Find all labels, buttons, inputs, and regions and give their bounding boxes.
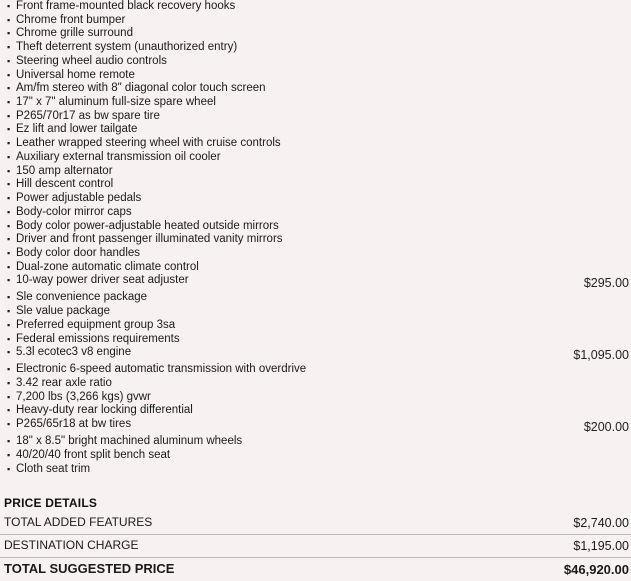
feature-label: Leather wrapped steering wheel with cruise controls: [16, 137, 281, 150]
bullet-icon: ▪: [7, 165, 11, 176]
feature-item: [0, 110, 631, 124]
feature-label: Body color power-adjustable heated outside mirrors: [16, 219, 279, 232]
destination-charge-row: [0, 538, 631, 558]
feature-label: Am/fm stereo with 8" diagonal color touch screen: [16, 82, 266, 95]
bullet-icon: ▪: [7, 110, 11, 121]
feature-label: Sle value package: [16, 305, 110, 318]
feature-item: [0, 291, 631, 305]
destination-charge-value: $1,195.00: [573, 539, 629, 553]
bullet-icon: ▪: [7, 220, 11, 231]
destination-charge-label: DESTINATION CHARGE: [4, 538, 139, 552]
feature-item: [0, 27, 631, 41]
feature-item: [0, 206, 631, 220]
feature-label: Theft deterrent system (unauthorized entry): [16, 41, 238, 54]
bullet-icon: ▪: [7, 179, 11, 190]
feature-label: P265/65r18 at bw tires: [16, 418, 132, 431]
divider: [0, 557, 631, 558]
bullet-icon: ▪: [7, 42, 11, 53]
bullet-icon: ▪: [7, 419, 11, 430]
feature-item: [0, 14, 631, 28]
feature-label: Hill descent control: [16, 178, 114, 191]
bullet-icon: ▪: [7, 69, 11, 80]
feature-label: Dual-zone automatic climate control: [16, 260, 199, 273]
feature-label: Cloth seat trim: [16, 462, 91, 475]
feature-label: Steering wheel audio controls: [16, 54, 167, 67]
feature-label: 5.3l ecotec3 v8 engine: [16, 346, 132, 359]
bullet-icon: ▪: [7, 391, 11, 402]
feature-item: [0, 305, 631, 319]
feature-label: Front frame-mounted black recovery hooks: [16, 0, 236, 12]
bullet-icon: ▪: [7, 234, 11, 245]
feature-item: [0, 449, 631, 463]
bullet-icon: ▪: [7, 463, 11, 474]
feature-label: Power adjustable pedals: [16, 192, 142, 205]
feature-item: [0, 418, 631, 435]
bullet-icon: ▪: [7, 83, 11, 94]
feature-label: 10-way power driver seat adjuster: [16, 274, 189, 287]
feature-item: [0, 151, 631, 165]
bullet-icon: ▪: [7, 319, 11, 330]
bullet-icon: ▪: [7, 261, 11, 272]
feature-label: Chrome front bumper: [16, 13, 126, 26]
feature-item: [0, 363, 631, 377]
total-suggested-price-row: [0, 561, 631, 581]
feature-label: 7,200 lbs (3,266 kgs) gvwr: [16, 390, 151, 403]
divider: [0, 534, 631, 535]
bullet-icon: ▪: [7, 333, 11, 344]
feature-label: Auxiliary external transmission oil cooler: [16, 150, 221, 163]
feature-label: 150 amp alternator: [16, 164, 113, 177]
bullet-icon: ▪: [7, 347, 11, 358]
total-suggested-price-value: $46,920.00: [563, 562, 629, 577]
feature-label: Chrome grille surround: [16, 27, 133, 40]
feature-item: [0, 69, 631, 83]
price-details-heading: PRICE DETAILS: [4, 496, 98, 510]
bullet-icon: ▪: [7, 206, 11, 217]
feature-label: Universal home remote: [16, 68, 135, 81]
feature-label: 18" x 8.5" bright machined aluminum wheels: [16, 435, 243, 448]
feature-label: 3.42 rear axle ratio: [16, 376, 112, 389]
bullet-icon: ▪: [7, 28, 11, 39]
bullet-icon: ▪: [7, 364, 11, 375]
feature-item: [0, 233, 631, 247]
feature-price: $295.00: [583, 276, 629, 291]
feature-item: [0, 137, 631, 151]
feature-label: 40/20/40 front split bench seat: [16, 448, 171, 461]
feature-price: $1,095.00: [573, 348, 629, 363]
feature-item: [0, 123, 631, 137]
feature-item: [0, 377, 631, 391]
feature-label: 17" x 7" aluminum full-size spare wheel: [16, 96, 216, 109]
feature-label: Body color door handles: [16, 246, 141, 259]
bullet-icon: ▪: [7, 306, 11, 317]
feature-item: [0, 41, 631, 55]
total-suggested-price-label: TOTAL SUGGESTED PRICE: [4, 561, 175, 576]
feature-item: [0, 178, 631, 192]
feature-label: Sle convenience package: [16, 291, 148, 304]
feature-item: [0, 333, 631, 347]
feature-item: [0, 0, 631, 14]
bullet-icon: ▪: [7, 14, 11, 25]
bullet-icon: ▪: [7, 55, 11, 66]
feature-item: [0, 96, 631, 110]
feature-label: Preferred equipment group 3sa: [16, 318, 176, 331]
total-added-features-value: $2,740.00: [573, 516, 629, 530]
feature-price: $200.00: [583, 420, 629, 435]
feature-item: [0, 391, 631, 405]
feature-item: [0, 319, 631, 333]
feature-item: [0, 261, 631, 275]
bullet-icon: ▪: [7, 1, 11, 11]
bullet-icon: ▪: [7, 275, 11, 286]
feature-label: Driver and front passenger illuminated vanity mirrors: [16, 233, 283, 246]
feature-item: [0, 165, 631, 179]
feature-label: Ez lift and lower tailgate: [16, 123, 138, 136]
feature-item: [0, 404, 631, 418]
feature-item: [0, 435, 631, 449]
bullet-icon: ▪: [7, 377, 11, 388]
feature-item: [0, 82, 631, 96]
feature-label: Heavy-duty rear locking differential: [16, 404, 193, 417]
feature-item: [0, 192, 631, 206]
bullet-icon: ▪: [7, 405, 11, 416]
feature-item: [0, 346, 631, 363]
feature-item: [0, 247, 631, 261]
bullet-icon: ▪: [7, 247, 11, 258]
feature-label: Federal emissions requirements: [16, 332, 180, 345]
bullet-icon: ▪: [7, 138, 11, 149]
feature-item: [0, 463, 631, 477]
feature-label: Body-color mirror caps: [16, 205, 132, 218]
bullet-icon: ▪: [7, 449, 11, 460]
feature-item: [0, 274, 631, 291]
bullet-icon: ▪: [7, 97, 11, 108]
feature-item: [0, 55, 631, 69]
bullet-icon: ▪: [7, 436, 11, 447]
feature-item: [0, 220, 631, 234]
total-added-features-row: [0, 515, 631, 535]
feature-label: P265/70r17 as bw spare tire: [16, 109, 160, 122]
bullet-icon: ▪: [7, 151, 11, 162]
feature-label: Electronic 6-speed automatic transmission with overdrive: [16, 363, 307, 376]
bullet-icon: ▪: [7, 124, 11, 135]
bullet-icon: ▪: [7, 193, 11, 204]
total-added-features-label: TOTAL ADDED FEATURES: [4, 515, 153, 529]
bullet-icon: ▪: [7, 292, 11, 303]
